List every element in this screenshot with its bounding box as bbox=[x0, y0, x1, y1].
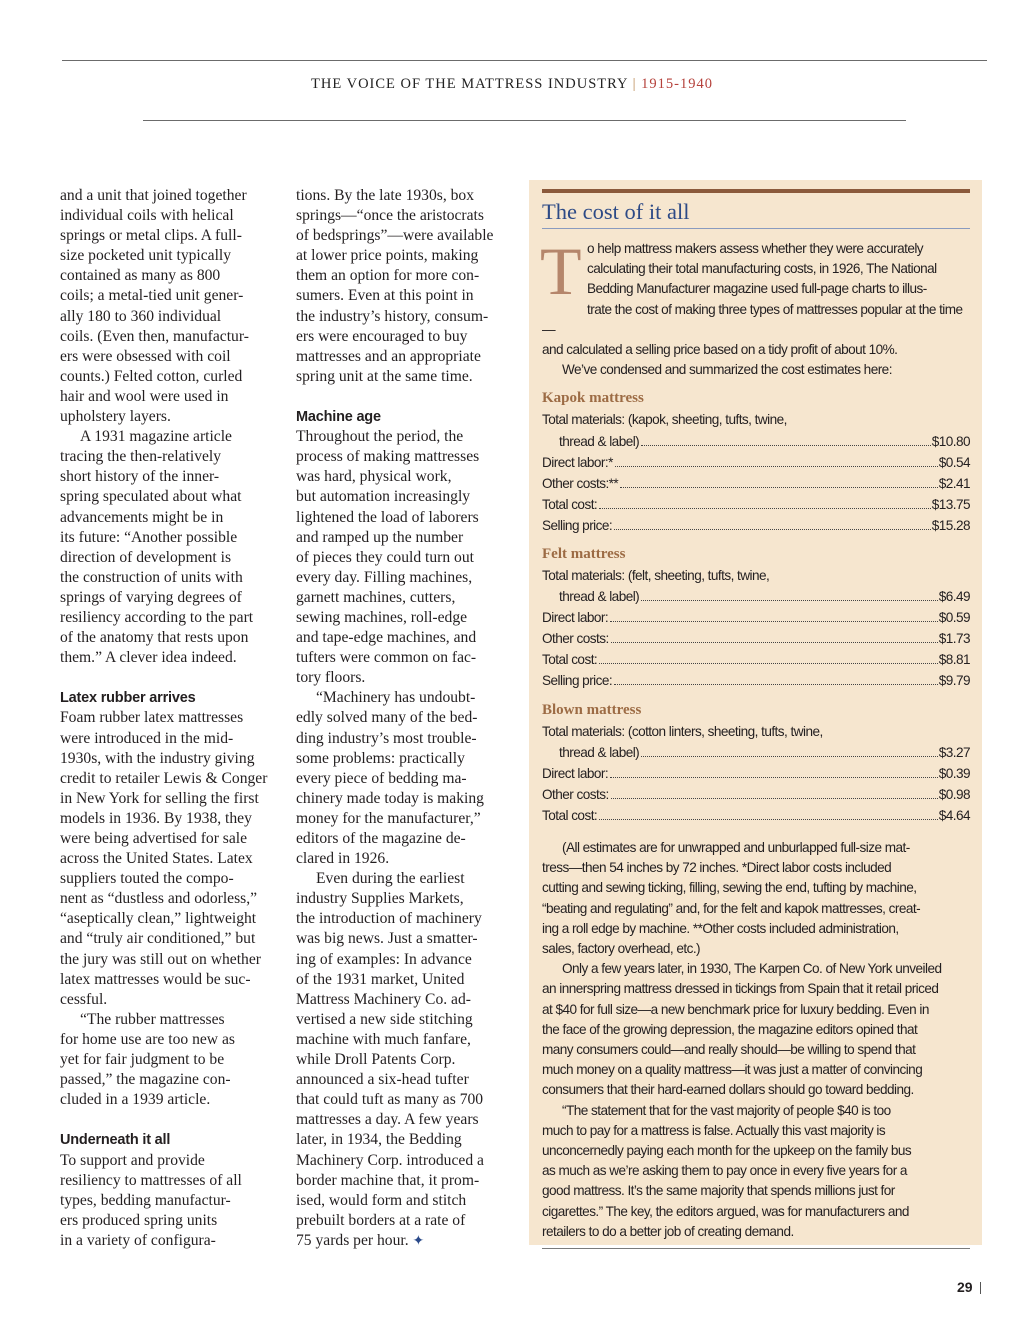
blown-heading: Blown mattress bbox=[542, 701, 642, 718]
kapok-labor bbox=[542, 452, 970, 473]
felt-materials-line1 bbox=[542, 565, 970, 586]
cost-label: thread & label) bbox=[559, 744, 640, 760]
leader-dots bbox=[610, 777, 938, 778]
leader-dots bbox=[611, 798, 938, 799]
felt-materials bbox=[542, 586, 970, 607]
cost-amount: $9.79 bbox=[938, 673, 970, 689]
cost-label: Other costs: bbox=[542, 786, 609, 802]
cost-label: Other costs: bbox=[542, 631, 609, 647]
cost-amount: $3.27 bbox=[938, 744, 970, 760]
cost-label: Total cost: bbox=[542, 807, 598, 823]
paragraph-final bbox=[296, 869, 518, 1252]
leader-dots bbox=[615, 466, 938, 467]
blown-labor bbox=[542, 763, 970, 784]
section-heading-underneath: Underneath it all bbox=[60, 1132, 171, 1149]
kapok-total bbox=[542, 494, 970, 515]
sidebar-karpen-paragraph: Only a few years later, in 1930, The Karpen Co. of New York unveiled an innerspring mattress dressed in tickings from Spain that it retail priced at $40 for full size—a new benchmark price for luxury bedding. Even in the face of the growing depression, the magazine editors opined that many consumers could—and really should—be willing to spend that much money on a quality mattress—it was just a matter of convincing consumers that their hard-earned dollars should go toward bedding. bbox=[542, 961, 942, 1098]
leader-dots bbox=[641, 600, 938, 601]
leader-dots bbox=[641, 756, 938, 757]
cost-amount: $13.75 bbox=[931, 496, 970, 512]
paragraph: A 1931 magazine article tracing the then-relatively short history of the inner- spring speculated about what advancements might be in its future: “Another possible direction of development is the construction of units with springs of varying degrees of resiliency according to the part of the anatomy that rests upon them.” A clever idea indeed. bbox=[60, 428, 254, 667]
blown-materials-line1 bbox=[542, 721, 970, 742]
felt-other bbox=[542, 628, 970, 649]
sidebar-quote-paragraph: “The statement that for the vast majority of people $40 is too much to pay for a mattress is false. Actually this vast majority is unconcernedly paying each month for the upkeep on the family bus as much as we’re asking them to pay once in every five years for a good mattress. It’s the same majority that spends millions just for cigarettes.” The key, the editors argued, was for manufacturers and retailers to do a better job of creating demand. bbox=[542, 1102, 912, 1239]
felt-labor bbox=[542, 607, 970, 628]
sidebar-bottom-rule bbox=[542, 1248, 970, 1249]
cost-label: Total materials: (cotton linters, sheeting, tufts, twine, bbox=[542, 723, 823, 739]
leader-dots bbox=[641, 445, 931, 446]
cost-label: Selling price: bbox=[542, 673, 613, 689]
drop-cap: T bbox=[540, 233, 581, 309]
cost-amount: $0.98 bbox=[938, 786, 970, 802]
header-rule bbox=[143, 120, 906, 121]
felt-selling bbox=[542, 670, 970, 691]
cost-amount: $1.73 bbox=[938, 631, 970, 647]
kapok-heading: Kapok mattress bbox=[542, 390, 644, 407]
paragraph: Throughout the period, the process of making mattresses was hard, physical work, but automation increasingly lightened the load of laborers and ramped up the number of pieces they could turn out every day. Filling machines, garnett machines, cutters, sewing machines, roll-edge and tape-edge machines, and tufters were common on fac- tory floors. bbox=[296, 428, 480, 687]
leader-dots bbox=[614, 684, 938, 685]
cost-amount: $10.80 bbox=[931, 433, 970, 449]
cost-amount: $0.39 bbox=[938, 765, 970, 781]
cost-label: Total materials: (kapok, sheeting, tufts, twine, bbox=[542, 412, 787, 428]
kapok-materials-line1 bbox=[542, 409, 970, 430]
cost-label: Other costs:** bbox=[542, 475, 619, 491]
paragraph: “Machinery has undoubt- edly solved many of the bed- ding industry’s most trouble- some problems: practically every piece of bedding ma- chinery made today is making money for the manufacturer,” editors of the magazine de- clared in 1926. bbox=[296, 689, 484, 868]
running-head-title: THE VOICE OF THE MATTRESS INDUSTRY bbox=[311, 76, 628, 92]
leader-dots bbox=[614, 529, 931, 530]
paragraph: tions. By the late 1930s, box springs—“once the aristocrats of bedsprings”—were available at lower price points, making them an option for more con- sumers. Even at this point in the industry’s history, consum- ers were encouraged to buy mattresses and an appropriate spring unit at the same time. bbox=[296, 187, 494, 385]
leader-dots bbox=[599, 819, 938, 820]
cost-label: Direct labor: bbox=[542, 765, 609, 781]
cost-amount: $0.54 bbox=[938, 454, 970, 470]
cost-amount: $2.41 bbox=[938, 475, 970, 491]
leader-dots bbox=[611, 642, 938, 643]
paragraph: and a unit that joined together individual coils with helical springs or metal clips. A full- size pocketed unit typically contained as many as 800 coils; a metal-tied unit gener- ally 180 to 360 individual coils. (Even then, manufactur- ers were obsessed with coil counts.) Felted cotton, curled hair and wool were used in upholstery layers. bbox=[60, 187, 249, 426]
felt-cost-block bbox=[542, 544, 970, 692]
kapok-other bbox=[542, 473, 970, 494]
cost-label: Selling price: bbox=[542, 517, 613, 533]
cost-amount: $6.49 bbox=[938, 589, 970, 605]
cost-sidebar bbox=[529, 180, 982, 1245]
sidebar-intro bbox=[540, 233, 970, 360]
paragraph: To support and provide resiliency to mattresses of all types, bedding manufactur- ers produced spring units in a variety of configura- bbox=[60, 1151, 242, 1249]
cost-label: Direct labor: bbox=[542, 610, 609, 626]
cost-label: Total cost: bbox=[542, 496, 598, 512]
leader-dots bbox=[610, 621, 938, 622]
blown-total bbox=[542, 805, 970, 826]
kapok-cost-block bbox=[542, 388, 970, 536]
kapok-selling bbox=[542, 515, 970, 536]
cost-amount: $4.64 bbox=[938, 807, 970, 823]
felt-total bbox=[542, 649, 970, 670]
sidebar-title: The cost of it all bbox=[542, 199, 970, 229]
blown-cost-block bbox=[542, 700, 970, 826]
running-head-years: 1915-1940 bbox=[641, 76, 713, 92]
paragraph: “The rubber mattresses for home use are too new as yet for fair judgment to be passed,” the magazine con- cluded in a 1939 article. bbox=[60, 1010, 235, 1109]
cost-amount: $15.28 bbox=[931, 517, 970, 533]
article-column-2 bbox=[296, 186, 518, 1252]
felt-heading: Felt mattress bbox=[542, 545, 626, 562]
cost-amount: $8.81 bbox=[938, 652, 970, 668]
cost-label: Total materials: (felt, sheeting, tufts, twine, bbox=[542, 567, 770, 583]
paragraph-text: Even during the earliest industry Supplies Markets, the introduction of machinery was big news. Just a smatter- ing of examples: In advance of the 1931 market, United Mattress Machinery Co. ad- vertised a new side stitching machine with much fanfare, while Droll Patents Corp. announced a six-head tufter that could tuft as many as 700 mattresses a day. A few years later, in 1934, the Bedding Machinery Corp. introduced a border machine that, it prom- ised, would form and stitch prebuilt borders at a rate of 75 yards per hour. bbox=[296, 870, 484, 1249]
running-head bbox=[0, 76, 1024, 93]
running-head-separator: | bbox=[632, 76, 637, 92]
leader-dots bbox=[620, 487, 938, 488]
leader-dots bbox=[599, 508, 931, 509]
kapok-materials bbox=[542, 431, 970, 452]
article-column-1 bbox=[60, 186, 282, 1251]
blown-materials bbox=[542, 742, 970, 763]
cost-label: Direct labor:* bbox=[542, 454, 613, 470]
sidebar-top-bar bbox=[542, 189, 970, 193]
page-number: 29 bbox=[957, 1279, 973, 1295]
sidebar-intro-text: o help mattress makers assess whether they were accurately calculating their total manufacturing costs, in 1926, The National Bedding Manufacturer magazine used full-page charts to illus- trate the cost of making three types of mattresses popular at the time— and calculated a selling price based on a tidy profit of about 10%. bbox=[542, 241, 963, 358]
section-heading-latex: Latex rubber arrives bbox=[60, 690, 196, 707]
leader-dots bbox=[599, 663, 938, 664]
section-heading-machine-age: Machine age bbox=[296, 409, 381, 426]
page-number-rule bbox=[980, 1282, 981, 1294]
cost-label: thread & label) bbox=[559, 433, 640, 449]
sidebar-intro-2: We’ve condensed and summarized the cost estimates here: bbox=[562, 362, 892, 378]
top-rule bbox=[62, 60, 987, 61]
sidebar-footnotes: (All estimates are for unwrapped and unburlapped full-size mat- tress—then 54 inches by 72 inches. *Direct labor costs included cutting and sewing ticking, filling, sewing the end, tufting by machine, “beating and regulating” and, for the felt and kapok mattresses, creat- ing a roll edge by machine. **Other costs included administration, sales, factory overhead, etc.) bbox=[542, 840, 921, 957]
cost-label: Total cost: bbox=[542, 652, 598, 668]
blown-other bbox=[542, 784, 970, 805]
cost-amount: $0.59 bbox=[938, 610, 970, 626]
cost-label: thread & label) bbox=[559, 589, 640, 605]
end-mark-icon: ✦ bbox=[412, 1233, 425, 1249]
paragraph: Foam rubber latex mattresses were introduced in the mid- 1930s, with the industry giving credit to retailer Lewis & Conger in New York for selling the first models in 1936. By 1938, they were being advertised for sale across the United States. Latex suppliers touted the compo- nent as “dustless and odorless,” “aseptically clean,” lightweight and “truly air conditioned,” but the jury was still out on whether latex mattresses would be suc- cessful. bbox=[60, 709, 268, 1008]
